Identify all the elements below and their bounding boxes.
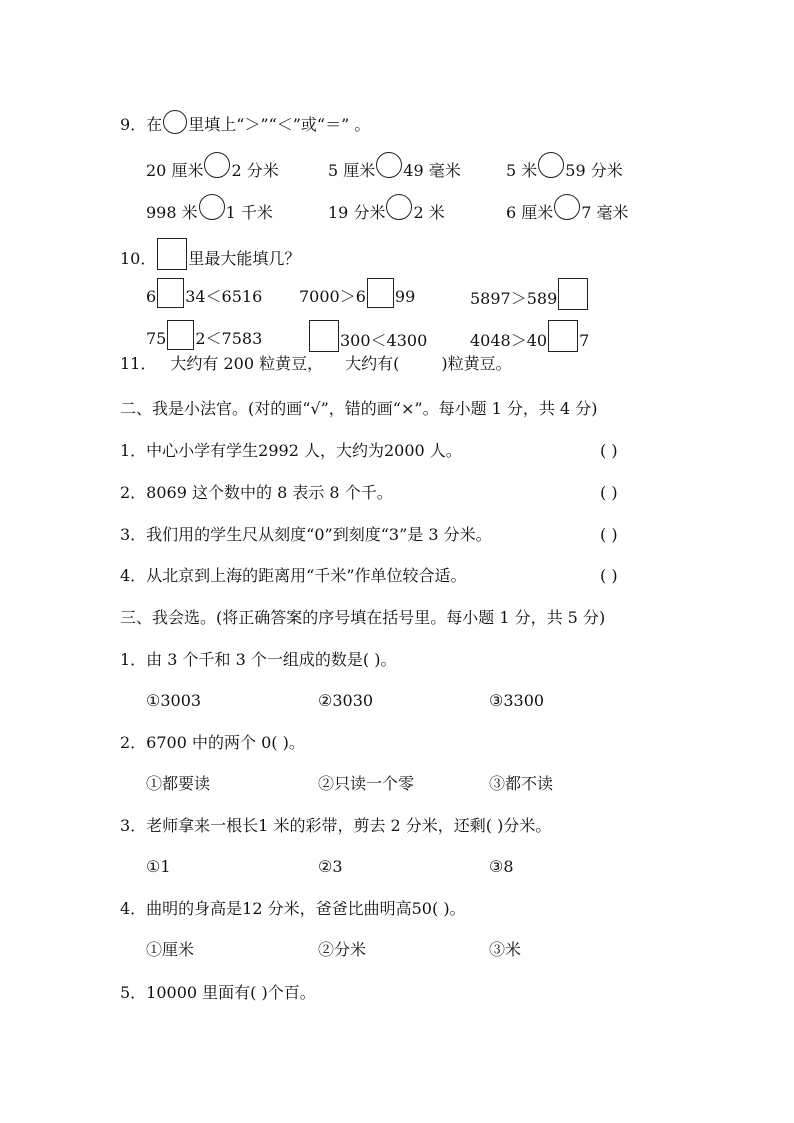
answer-paren[interactable]: ( ) [600,566,618,585]
circle-blank[interactable] [163,110,187,134]
choice-question: 1．由 3 个千和 3 个一组成的数是( )。 [120,650,397,669]
choice-question: 3．老师拿来一根长1 米的彩带，剪去 2 分米，还剩( )分米。 [120,816,552,835]
q10-item: 5897＞589 [470,278,589,311]
question-number: 10． [120,249,157,268]
q9-prompt: 9．在 里填上“＞”“＜”或“＝” 。 [120,110,370,137]
judge-item: 2．8069 这个数中的 8 表示 8 个千。 [120,483,393,502]
circle-blank[interactable] [204,152,230,178]
section-3-heading: 三、我会选。(将正确答案的序号填在括号里。每小题 1 分，共 5 分) [120,608,606,627]
q10-prompt: 10． 里最大能填几？ [120,238,300,271]
choice-option[interactable]: ②只读一个零 [318,774,415,793]
judge-item: 1．中心小学有学生2992 人，大约为2000 人。 [120,441,462,460]
q9-item: 20 厘米 2 分米 [146,152,279,183]
choice-option[interactable]: ②3030 [318,691,374,710]
circle-blank[interactable] [538,152,564,178]
choice-option[interactable]: ③3300 [489,691,545,710]
square-blank[interactable] [157,238,187,270]
section-2-heading: 二、我是小法官。(对的画“√”，错的画“×”。每小题 1 分，共 4 分) [120,399,598,418]
judge-item: 3．我们用的学生尺从刻度“0”到刻度“3”是 3 分米。 [120,525,492,544]
choice-question: 5．10000 里面有( )个百。 [120,983,316,1002]
choice-option[interactable]: ③8 [489,857,514,876]
q11-line: 11． 大约有 200 粒黄豆， 大约有( )粒黄豆。 [120,354,512,373]
circle-blank[interactable] [376,152,402,178]
square-blank[interactable] [157,278,184,308]
circle-blank[interactable] [554,194,580,220]
choice-option[interactable]: ①厘米 [146,940,195,959]
square-blank[interactable] [309,320,339,352]
circle-blank[interactable] [386,194,412,220]
choice-question: 2．6700 中的两个 0( )。 [120,733,305,752]
choice-question: 4．曲明的身高是12 分米，爸爸比曲明高50( )。 [120,899,466,918]
q9-item: 6 厘米 7 毫米 [506,194,629,225]
choice-option[interactable]: ①3003 [146,691,202,710]
choice-option[interactable]: ②分米 [318,940,367,959]
choice-option[interactable]: ③米 [489,940,522,959]
answer-paren[interactable]: ( ) [600,525,618,544]
q10-item: 75 2＜7583 [146,320,262,351]
choice-option[interactable]: ②3 [318,857,343,876]
q9-item: 998 米 1 千米 [146,194,273,225]
choice-option[interactable]: ①都要读 [146,774,211,793]
square-blank[interactable] [558,278,588,310]
square-blank[interactable] [367,278,394,308]
circle-blank[interactable] [199,194,225,220]
q9-item: 19 分米 2 米 [328,194,445,225]
q10-item: 7000＞6 99 [299,278,415,309]
question-number: 11． [120,354,157,373]
q10-item: 300＜4300 [308,320,427,353]
choice-option[interactable]: ③都不读 [489,774,554,793]
square-blank[interactable] [548,320,578,352]
q9-item: 5 米 59 分米 [506,152,623,183]
choice-option[interactable]: ①1 [146,857,171,876]
square-blank[interactable] [167,320,194,350]
answer-paren[interactable]: ( ) [600,483,618,502]
question-number: 9． [120,115,147,134]
q9-item: 5 厘米 49 毫米 [328,152,461,183]
q10-item: 4048＞40 7 [470,320,589,353]
judge-item: 4．从北京到上海的距离用“千米”作单位较合适。 [120,566,467,585]
q10-item: 6 34＜6516 [146,278,262,309]
answer-paren[interactable]: ( ) [600,441,618,460]
